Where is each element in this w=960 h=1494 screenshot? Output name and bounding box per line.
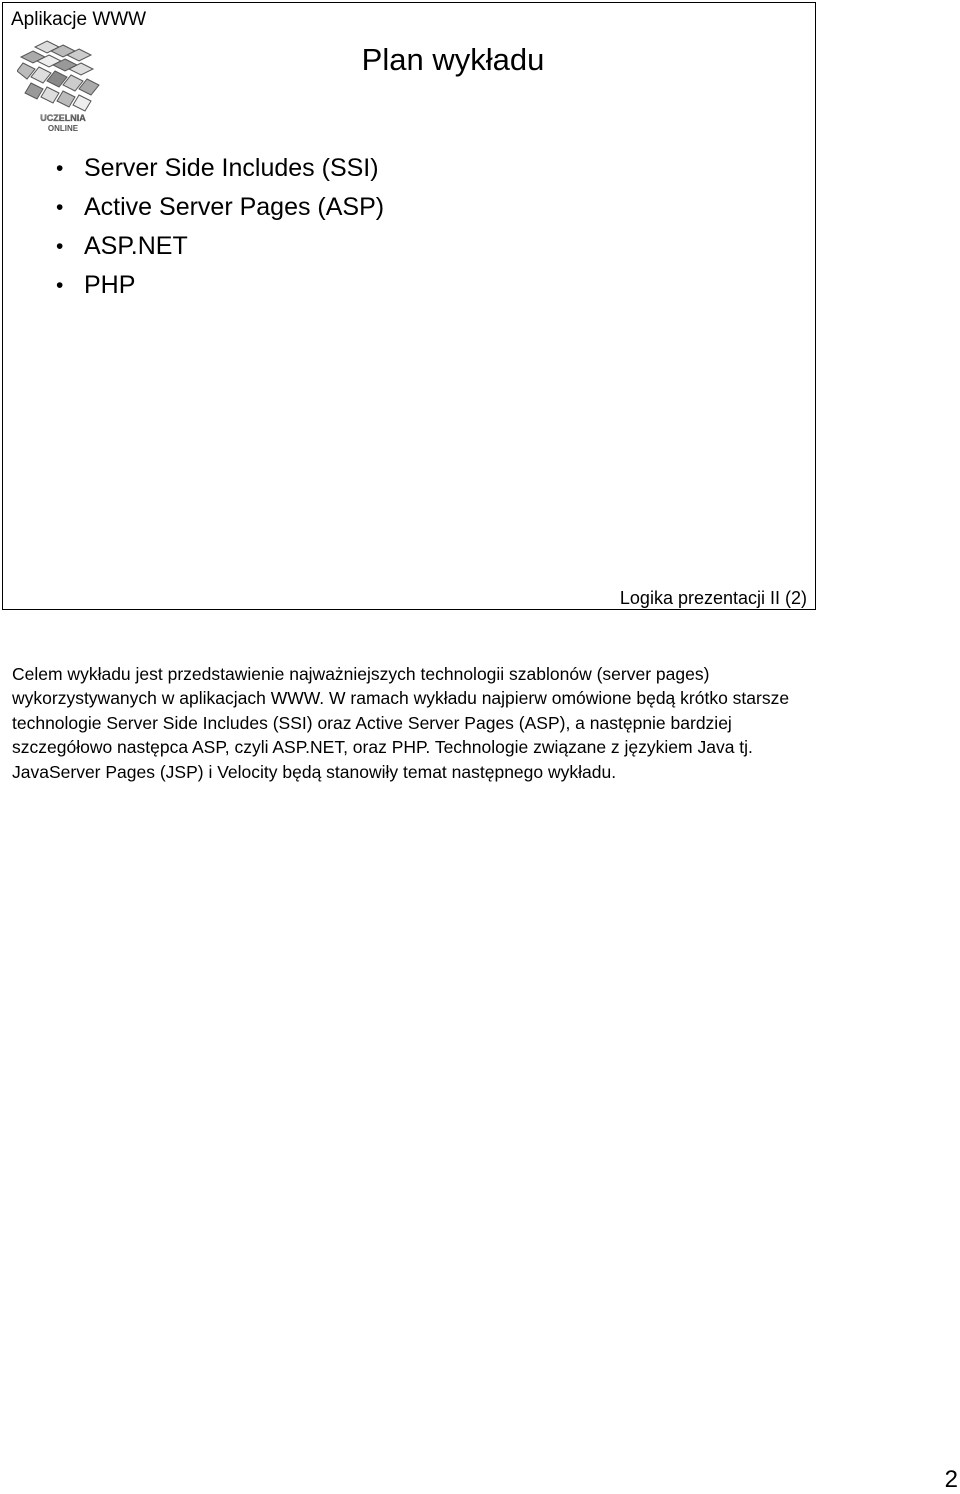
bullet-label: Active Server Pages (ASP)	[84, 193, 385, 221]
bullet-icon: •	[56, 274, 64, 297]
bullet-icon: •	[56, 235, 64, 258]
slide-title: Plan wykładu	[361, 42, 545, 77]
bullet-item-asp	[55, 188, 384, 227]
course-label: Aplikacje WWW	[11, 9, 147, 30]
uczelnia-online-logo-icon	[17, 39, 109, 133]
lecture-notes: Celem wykładu jest przedstawienie najważniejszych technologii szablonów (server pages) wykorzystywanych w aplikacjach WWW. W ramach wykładu najpierw omówione będą krótko starsze technologie Server Side Includes (SSI) oraz Active Server Pages (ASP), a następnie bardziej szczegółowo następca ASP, czyli ASP.NET, oraz PHP. Technologie związane z językiem Java tj. JavaServer Pages (JSP) i Velocity będą stanowiły temat następnego wykładu.	[12, 664, 790, 782]
bullet-icon: •	[56, 196, 64, 219]
bullet-label: Server Side Includes (SSI)	[84, 154, 379, 182]
bullet-label: PHP	[84, 271, 136, 299]
bullet-label: ASP.NET	[84, 232, 188, 260]
bullet-icon: •	[56, 157, 64, 180]
page-number: 2	[944, 1466, 958, 1493]
bullet-list	[55, 149, 384, 305]
bullet-item-aspnet	[55, 227, 384, 266]
bullet-item-ssi	[55, 149, 384, 188]
logo-text-line1: UCZELNIA	[40, 113, 86, 123]
logo-text-line2: ONLINE	[47, 124, 79, 133]
slide-footer: Logika prezentacji II (2)	[619, 588, 807, 608]
slide-frame	[2, 2, 816, 610]
bullet-item-php	[55, 266, 384, 305]
